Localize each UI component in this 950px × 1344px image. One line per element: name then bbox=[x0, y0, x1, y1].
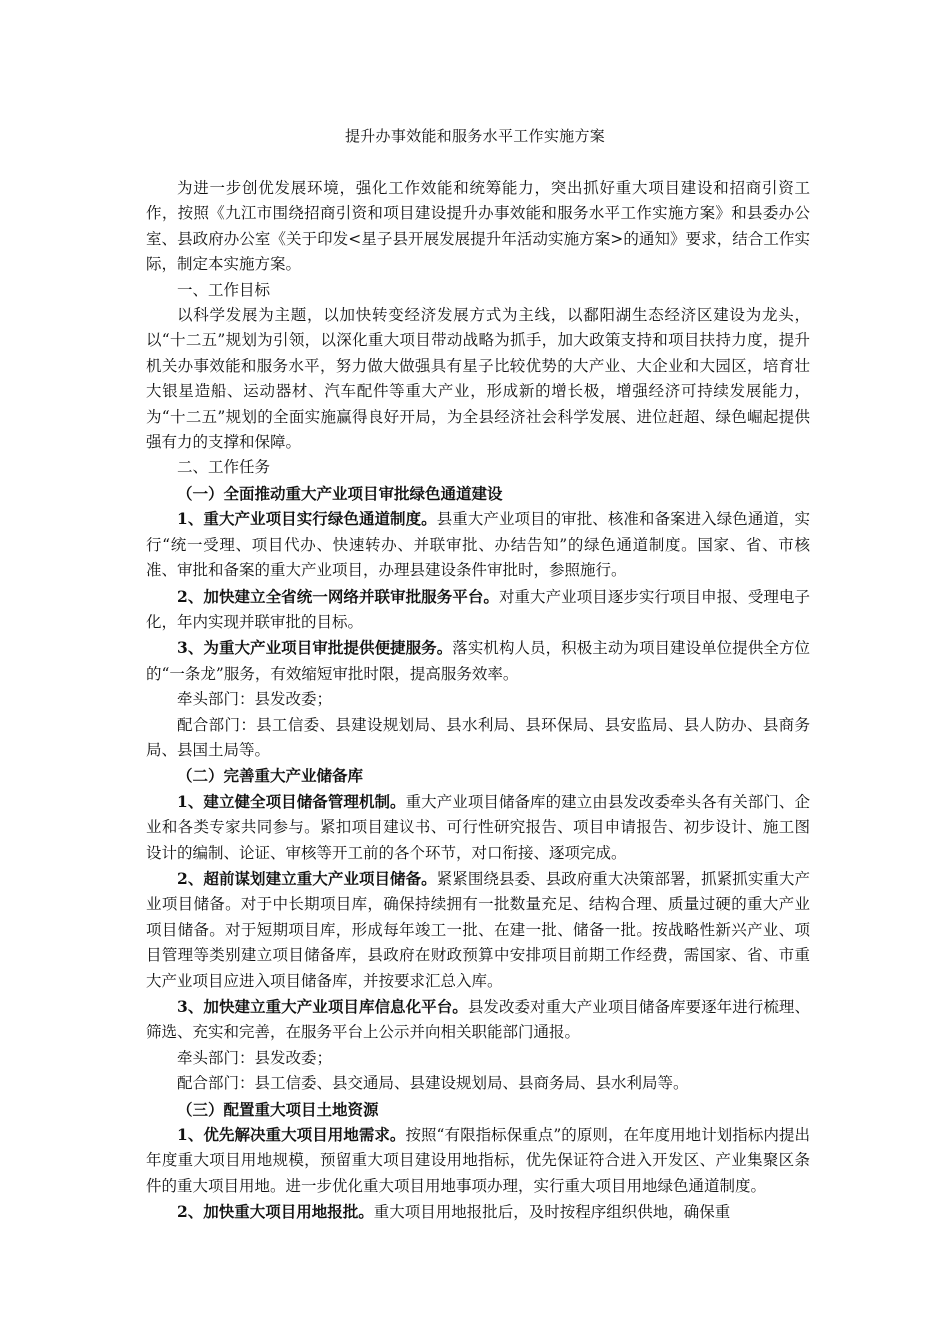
list-item bbox=[146, 635, 810, 687]
list-item bbox=[146, 506, 810, 583]
item-text: 按照“有限指标保重点”的原则，在年度用地计划指标内提出年度重大项目用地规模，预留重大项目建设用地指标，优先保证符合进入开发区、产业集聚区条件的重大项目用地。进一步优化重大项目用地事项办理，实行重大项目用地绿色通道制度。 bbox=[146, 1126, 810, 1195]
document-title: 提升办事效能和服务水平工作实施方案 bbox=[344, 127, 606, 145]
subsection-heading-green-channel: （一）全面推动重大产业项目审批绿色通道建设 bbox=[177, 483, 503, 503]
item-text: 县重大产业项目的审批、核准和备案进入绿色通道，实行“统一受理、项目代办、快速转办、并联审批、办结告知”的绿色通道制度。国家、省、市核准、审批和备案的重大产业项目，办理县建设条件审批时，参照施行。 bbox=[146, 510, 810, 580]
item-text: 紧紧围绕县委、县政府重大决策部署，抓紧抓实重大产业项目储备。对于中长期项目库，确保持续拥有一批数量充足、结构合理、质量过硬的重大产业项目储备。对于短期项目库，形成每年竣工一批、在建一批、储备一批。按战略性新兴产业、项目管理等类别建立项目储备库，县政府在财政预算中安排项目前期工作经费，需国家、省、市重大产业项目应进入项目储备库，并按要求汇总入库。 bbox=[146, 869, 810, 990]
list-item bbox=[146, 1122, 810, 1199]
item-text: 重大产业项目储备库的建立由县发改委牵头各有关部门、企业和各类专家共同参与。紧扣项目建议书、可行性研究报告、项目申请报告、初步设计、施工图设计的编制、论证、审核等开工前的各个环节，对口衔接、逐项完成。 bbox=[146, 792, 810, 862]
item-lead: 2、超前谋划建立重大产业项目储备。 bbox=[177, 868, 437, 888]
section-heading-goals: 一、工作目标 bbox=[177, 280, 271, 299]
item-lead: 2、加快建立全省统一网络并联审批服务平台。 bbox=[177, 586, 499, 606]
item-text: 县发改委对重大产业项目储备库要逐年进行梳理、筛选、充实和完善，在服务平台上公示并向相关职能部门通报。 bbox=[146, 998, 810, 1042]
cooperating-departments: 配合部门：县工信委、县建设规划局、县水利局、县环保局、县安监局、县人防办、县商务局、县国土局等。 bbox=[146, 715, 810, 759]
list-item bbox=[146, 994, 810, 1046]
item-text: 对重大产业项目逐步实行项目申报、受理电子化，年内实现并联审批的目标。 bbox=[146, 587, 810, 631]
cooperating-departments: 配合部门：县工信委、县交通局、县建设规划局、县商务局、县水利局等。 bbox=[177, 1074, 689, 1093]
item-text: 重大项目用地报批后，及时按程序组织供地，确保重 bbox=[373, 1203, 731, 1222]
intro-paragraph: 为进一步创优发展环境，强化工作效能和统筹能力，突出抓好重大项目建设和招商引资工作，按照《九江市围绕招商引资和项目建设提升办事效能和服务水平工作实施方案》和县委办公室、县政府办公室《关于印发<星子县开展发展提升年活动实施方案>的通知》要求，结合工作实际，制定本实施方案。 bbox=[146, 179, 810, 274]
lead-department: 牵头部门：县发改委； bbox=[177, 690, 333, 709]
item-lead: 1、建立健全项目储备管理机制。 bbox=[177, 791, 406, 811]
item-text: 落实机构人员，积极主动为项目建设单位提供全方位的“一条龙”服务，有效缩短审批时限，提高服务效率。 bbox=[146, 639, 810, 683]
subsection-heading-project-reserve: （二）完善重大产业储备库 bbox=[177, 766, 364, 786]
item-lead: 3、加快建立重大产业项目库信息化平台。 bbox=[177, 997, 468, 1016]
item-lead: 3、为重大产业项目审批提供便捷服务。 bbox=[177, 638, 453, 658]
list-item bbox=[146, 584, 810, 636]
lead-department: 牵头部门：县发改委； bbox=[177, 1048, 333, 1067]
section-heading-tasks: 二、工作任务 bbox=[177, 458, 271, 477]
item-lead: 1、优先解决重大项目用地需求。 bbox=[177, 1125, 406, 1145]
item-lead: 2、加快重大项目用地报批。 bbox=[177, 1202, 374, 1222]
item-lead: 1、重大产业项目实行绿色通道制度。 bbox=[177, 509, 437, 529]
list-item bbox=[146, 866, 810, 994]
list-item bbox=[146, 789, 810, 866]
goals-paragraph: 以科学发展为主题，以加快转变经济发展方式为主线，以鄱阳湖生态经济区建设为龙头，以“十二五”规划为引领，以深化重大项目带动战略为抓手，加大政策支持和项目扶持力度，提升机关办事效能和服务水平，努力做大做强具有星子比较优势的大产业、大企业和大园区，培育壮大银星造船、运动器材、汽车配件等重大产业，形成新的增长极，增强经济可持续发展能力，为“十二五”规划的全面实施赢得良好开局，为全县经济社会科学发展、进位赶超、绿色崛起提供强有力的支撑和保障。 bbox=[146, 306, 810, 452]
document-body bbox=[146, 176, 810, 1226]
subsection-heading-land-resources: （三）配置重大项目土地资源 bbox=[177, 1099, 379, 1119]
list-item bbox=[146, 1199, 810, 1225]
